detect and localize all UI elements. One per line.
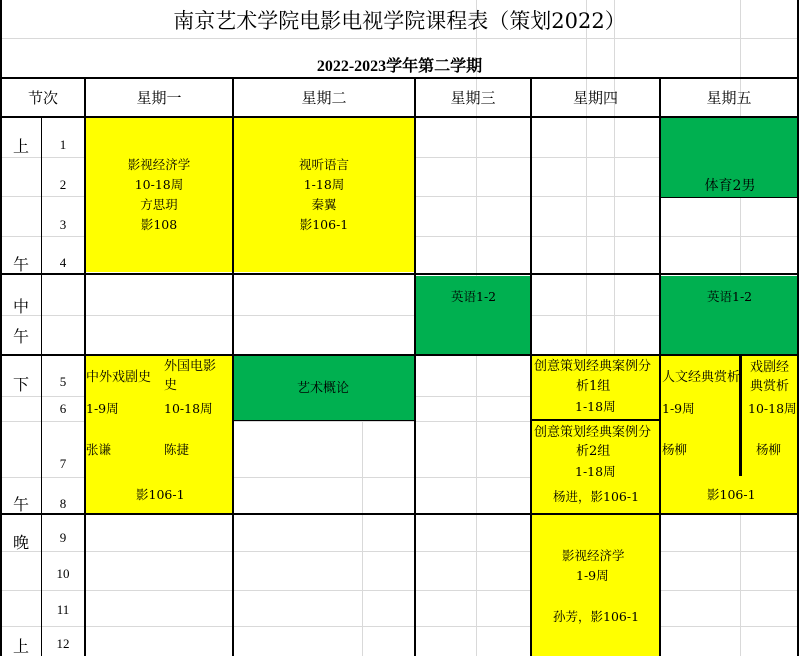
- header-section: 节次: [27, 89, 58, 107]
- label-evening-bottom: 上: [12, 636, 29, 656]
- course-name-right-2: 典赏析: [750, 379, 790, 394]
- course-weeks-right: 10-18周: [164, 401, 213, 416]
- label-morning-bottom: 午: [12, 254, 29, 274]
- period-2: 2: [59, 177, 67, 192]
- course-name-line2: 析1组: [576, 379, 611, 394]
- header-tuesday: 星期二: [301, 89, 347, 107]
- course-name: 艺术概论: [297, 381, 350, 396]
- course-teacher: 方思玥: [140, 196, 178, 212]
- header-thursday: 星期四: [572, 89, 618, 107]
- period-7: 7: [59, 456, 67, 471]
- page-title: 南京艺术学院电影电视学院课程表（策划2022）: [173, 9, 626, 33]
- period-3: 3: [59, 217, 67, 232]
- course-weeks: 1-9周: [576, 568, 609, 583]
- period-9: 9: [59, 530, 67, 545]
- course-name-line1: 创意策划经典案例分: [534, 359, 652, 374]
- course-teacher-room: 孙芳，影106-1: [553, 609, 640, 624]
- course-teacher-left: 张谦: [86, 442, 112, 457]
- course-name: 影视经济学: [127, 156, 191, 172]
- course-name-left: 人文经典赏析: [662, 370, 741, 385]
- course-name: 影视经济学: [562, 548, 625, 563]
- header-monday: 星期一: [136, 89, 182, 107]
- course-teacher-right: 陈捷: [164, 442, 190, 457]
- course-room: 影106-1: [707, 487, 756, 502]
- label-morning-top: 上: [12, 136, 29, 156]
- label-noon-bottom: 午: [12, 326, 29, 346]
- header-friday: 星期五: [706, 89, 752, 107]
- course-name: 英语1-2: [451, 289, 497, 304]
- course-weeks: 10-18周: [134, 176, 184, 192]
- course-room: 影106-1: [136, 487, 185, 502]
- course-teacher-left: 杨柳: [662, 442, 688, 457]
- course-name-right-2: 史: [164, 378, 178, 393]
- course-weeks-left: 1-9周: [86, 401, 119, 416]
- course-name: 英语1-2: [707, 289, 753, 304]
- course-name: 体育2男: [704, 177, 756, 194]
- course-teacher-right: 杨柳: [756, 442, 782, 457]
- course-name: 视听语言: [298, 156, 349, 172]
- header-wednesday: 星期三: [450, 89, 496, 107]
- course-room: 影106-1: [299, 216, 349, 232]
- course-name-line2: 析2组: [576, 444, 611, 459]
- course-weeks: 1-18周: [575, 464, 616, 479]
- course-weeks-left: 1-9周: [662, 401, 695, 416]
- label-noon-top: 中: [12, 296, 29, 316]
- period-4: 4: [59, 255, 67, 270]
- course-weeks: 1-18周: [575, 399, 616, 414]
- period-1: 1: [59, 137, 67, 152]
- course-room: 影108: [140, 216, 178, 232]
- period-5: 5: [59, 374, 67, 389]
- period-6: 6: [59, 401, 67, 416]
- course-name-right-1: 戏剧经: [750, 360, 790, 375]
- semester-subtitle: 2022-2023学年第二学期: [316, 58, 483, 75]
- course-name-right-1: 外国电影: [164, 359, 217, 374]
- period-12: 12: [56, 636, 70, 651]
- period-10: 10: [56, 566, 70, 581]
- course-weeks: 1-18周: [303, 176, 345, 192]
- period-8: 8: [59, 496, 67, 511]
- course-weeks-right: 10-18周: [748, 401, 797, 416]
- course-name-left: 中外戏剧史: [86, 370, 152, 385]
- course-teacher: 秦翼: [311, 196, 337, 212]
- course-teacher-room: 杨进，影106-1: [553, 489, 640, 504]
- period-11: 11: [56, 602, 70, 617]
- label-afternoon-top: 下: [12, 374, 29, 394]
- label-afternoon-bottom: 午: [12, 494, 29, 514]
- course-name-line1: 创意策划经典案例分: [534, 425, 652, 440]
- label-evening-top: 晚: [12, 532, 29, 552]
